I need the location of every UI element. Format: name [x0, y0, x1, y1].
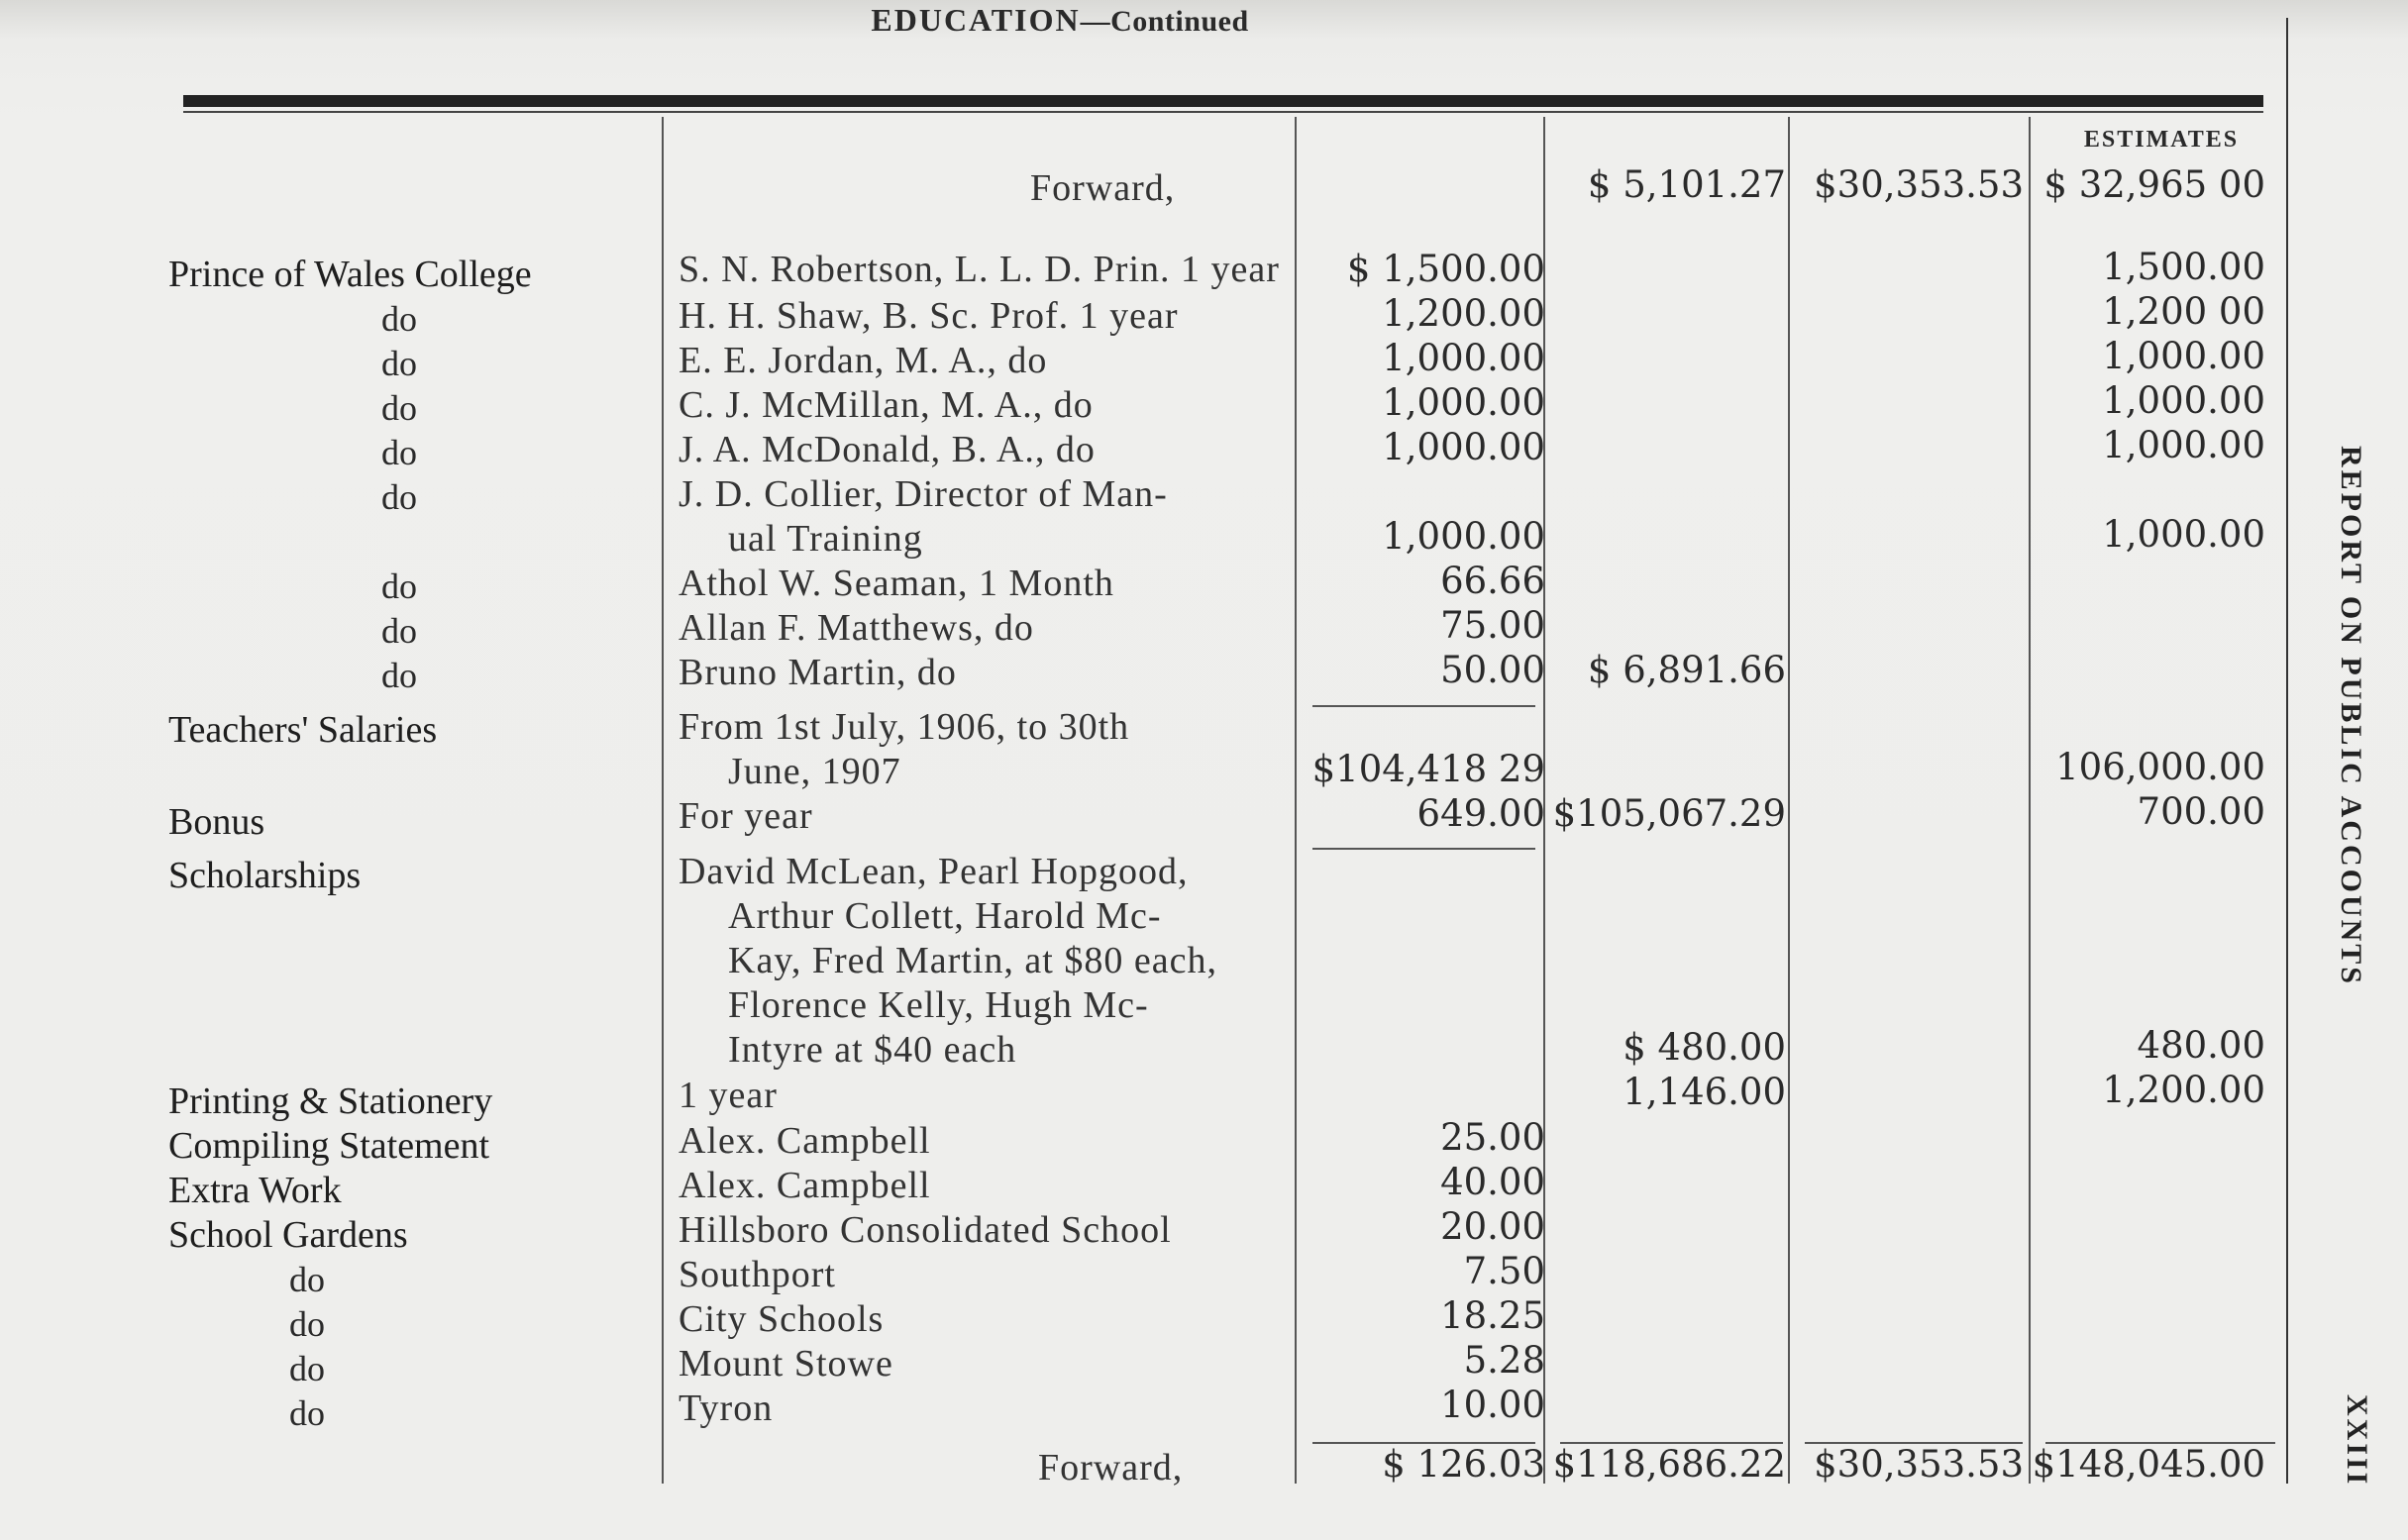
teachers-label: Teachers' Salaries	[168, 709, 438, 751]
forward-top-col2: $ 5,101.27	[1587, 163, 1786, 206]
printing-col2: 1,146.00	[1623, 1071, 1786, 1113]
bonus-label: Bonus	[168, 801, 265, 843]
gardens-row-4-desc: Mount Stowe	[679, 1343, 893, 1385]
heading-title: EDUCATION	[871, 2, 1081, 38]
pwc-row-7-col1: 66.66	[1440, 560, 1545, 602]
pwc-row-4-col4: 1,000.00	[2102, 379, 2265, 422]
gardens-row-5-desc: Tyron	[679, 1387, 774, 1429]
subtotal-rule-col1-b	[1312, 848, 1535, 850]
gardens-do-4: do	[289, 1349, 325, 1388]
forward-bottom-col3: $30,353.53	[1814, 1443, 2024, 1486]
pwc-do-6: do	[381, 477, 417, 517]
gardens-row-2-desc: Southport	[679, 1254, 836, 1295]
forward-top-col3: $30,353.53	[1814, 163, 2024, 206]
scholarships-line-5: Intyre at $40 each	[728, 1029, 1017, 1071]
pwc-do-3: do	[381, 344, 417, 383]
gardens-row-4-col1: 5.28	[1463, 1339, 1545, 1382]
extra-desc: Alex. Campbell	[679, 1165, 931, 1206]
pwc-subtotal-col2: $ 6,891.66	[1587, 649, 1786, 691]
bonus-col2: $105,067.29	[1552, 792, 1786, 835]
pwc-row-1-desc: S. N. Robertson, L. L. D. Prin. 1 year	[679, 249, 1280, 290]
pwc-row-5-desc: J. A. McDonald, B. A., do	[679, 429, 1096, 470]
scholarships-col2: $ 480.00	[1623, 1026, 1786, 1069]
gardens-row-3-desc: City Schools	[679, 1298, 885, 1340]
pwc-row-2-col1: 1,200.00	[1382, 292, 1545, 335]
gardens-row-3-col1: 18.25	[1440, 1294, 1545, 1337]
pwc-row-1-col4: 1,500.00	[2102, 246, 2265, 288]
scholarships-line-2: Arthur Collett, Harold Mc-	[728, 895, 1162, 937]
scholarships-col4: 480.00	[2137, 1024, 2265, 1067]
gardens-row-1-col1: 20.00	[1440, 1205, 1545, 1248]
pwc-do-5: do	[381, 433, 417, 472]
bonus-desc: For year	[679, 795, 813, 837]
pwc-row-6-desc: J. D. Collier, Director of Man-	[679, 473, 1168, 515]
side-running-title: REPORT ON PUBLIC ACCOUNTS	[2335, 446, 2367, 986]
compiling-desc: Alex. Campbell	[679, 1120, 931, 1162]
pwc-label: Prince of Wales College	[168, 254, 532, 295]
forward-bottom-col2: $118,686.22	[1552, 1443, 1786, 1486]
pwc-do-2: do	[381, 299, 417, 339]
compiling-label: Compiling Statement	[168, 1125, 490, 1167]
pwc-row-4-col1: 1,000.00	[1382, 381, 1545, 424]
pwc-row-1-col1: $ 1,500.00	[1346, 248, 1545, 290]
pwc-row-2-col4: 1,200 00	[2102, 290, 2265, 333]
page-number: XXIII	[2341, 1394, 2373, 1488]
teachers-col1: $104,418 29	[1311, 748, 1545, 790]
pwc-row-9-desc: Bruno Martin, do	[679, 652, 957, 693]
column-divider-col4	[2029, 117, 2031, 1484]
printing-desc: 1 year	[679, 1075, 778, 1116]
top-rule-thin	[183, 111, 2263, 113]
top-rule-thick	[183, 95, 2263, 107]
pwc-row-7-desc: Athol W. Seaman, 1 Month	[679, 563, 1114, 604]
column-divider-col1	[1295, 117, 1297, 1484]
pwc-row-3-desc: E. E. Jordan, M. A., do	[679, 340, 1048, 381]
pwc-row-6-desc-cont: ual Training	[728, 518, 923, 560]
pwc-row-2-desc: H. H. Shaw, B. Sc. Prof. 1 year	[679, 295, 1179, 337]
estimates-header: ESTIMATES	[2083, 127, 2240, 153]
teachers-desc-cont: June, 1907	[728, 751, 901, 792]
forward-bottom-col1: $ 126.03	[1382, 1443, 1545, 1486]
forward-bottom-label: Forward,	[1038, 1447, 1184, 1489]
teachers-desc: From 1st July, 1906, to 30th	[679, 706, 1130, 748]
pwc-row-5-col1: 1,000.00	[1382, 426, 1545, 468]
column-divider-col3	[1788, 117, 1790, 1484]
gardens-row-5-col1: 10.00	[1440, 1384, 1545, 1426]
pwc-row-4-desc: C. J. McMillan, M. A., do	[679, 384, 1094, 426]
printing-col4: 1,200.00	[2102, 1069, 2265, 1111]
gardens-row-1-desc: Hillsboro Consolidated School	[679, 1209, 1172, 1251]
scholarships-line-1: David McLean, Pearl Hopgood,	[679, 851, 1189, 892]
pwc-row-8-desc: Allan F. Matthews, do	[679, 607, 1034, 649]
scholarships-line-4: Florence Kelly, Hugh Mc-	[728, 984, 1149, 1026]
gardens-row-2-col1: 7.50	[1463, 1250, 1545, 1292]
gardens-label: School Gardens	[168, 1214, 408, 1256]
scholarships-line-3: Kay, Fred Martin, at $80 each,	[728, 940, 1217, 981]
pwc-row-8-col1: 75.00	[1440, 604, 1545, 647]
forward-top-label: Forward,	[1030, 167, 1176, 209]
pwc-do-7: do	[381, 566, 417, 606]
page-heading	[0, 2, 2120, 39]
gardens-do-3: do	[289, 1304, 325, 1344]
pwc-row-9-col1: 50.00	[1440, 649, 1545, 691]
column-divider-desc	[662, 117, 664, 1484]
printing-label: Printing & Stationery	[168, 1080, 493, 1122]
pwc-do-8: do	[381, 611, 417, 651]
pwc-do-4: do	[381, 388, 417, 428]
gardens-do-2: do	[289, 1260, 325, 1299]
pwc-row-5-col4: 1,000.00	[2102, 424, 2265, 466]
gardens-do-5: do	[289, 1393, 325, 1433]
heading-continued: —Continued	[1080, 5, 1249, 38]
scholarships-label: Scholarships	[168, 855, 362, 896]
extra-label: Extra Work	[168, 1170, 342, 1211]
teachers-col4: 106,000.00	[2055, 746, 2265, 788]
extra-col1: 40.00	[1440, 1161, 1545, 1203]
pwc-row-3-col4: 1,000.00	[2102, 335, 2265, 377]
pwc-row-3-col1: 1,000.00	[1382, 337, 1545, 379]
subtotal-rule-col1-a	[1312, 705, 1535, 707]
pwc-row-6-col1: 1,000.00	[1382, 515, 1545, 558]
forward-bottom-col4: $148,045.00	[2032, 1443, 2265, 1486]
bonus-col1: 649.00	[1416, 792, 1545, 835]
right-margin-line	[2286, 18, 2288, 1484]
pwc-do-9: do	[381, 656, 417, 695]
forward-top-col4: $ 32,965 00	[2043, 163, 2265, 206]
compiling-col1: 25.00	[1440, 1116, 1545, 1159]
bonus-col4: 700.00	[2137, 790, 2265, 833]
pwc-row-6-col4: 1,000.00	[2102, 513, 2265, 556]
